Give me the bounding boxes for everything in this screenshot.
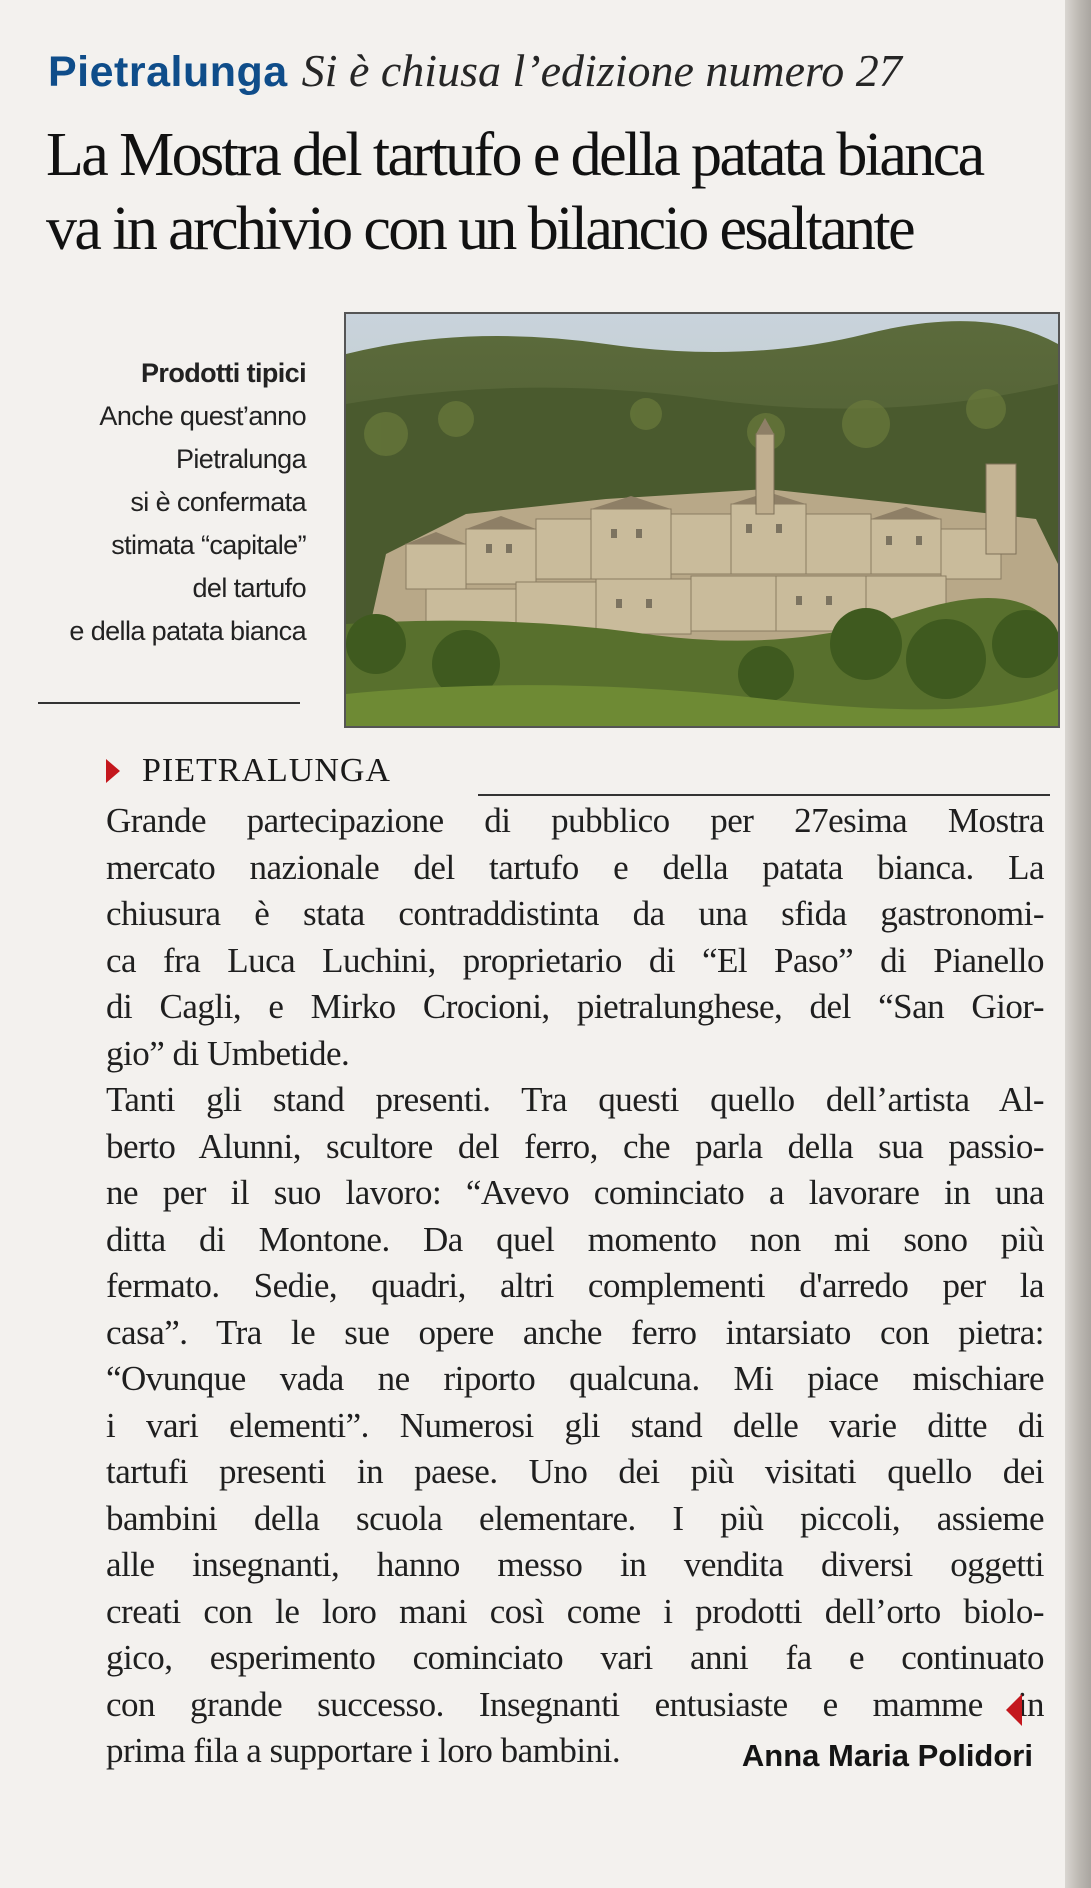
dateline [106, 750, 1050, 798]
body-line: ne per il suo lavoro: “Avevo cominciato a lavorare in una [106, 1173, 1044, 1212]
body-line: ditta di Montone. Da quel momento non mi sono più [106, 1219, 1044, 1259]
caption-rule [38, 702, 300, 704]
dateline-arrow-icon [106, 759, 120, 783]
body-line: “Ovunque vada ne riporto qualcuna. Mi piace mischiare [106, 1359, 1044, 1398]
caption-line: e della patata bianca [69, 616, 306, 646]
article-body [106, 798, 1044, 1775]
body-line: i vari elementi”. Numerosi gli stand delle varie ditte di [106, 1405, 1044, 1445]
body-line: casa”. Tra le sue opere anche ferro intarsiato con pietra: [106, 1312, 1044, 1352]
caption-line: Anche quest’anno [99, 401, 306, 431]
kicker-place: Pietralunga [48, 48, 288, 96]
caption-line: del tartufo [192, 573, 306, 603]
body-line: prima fila a supportare i loro bambini. [106, 1731, 621, 1770]
body-line: mercato nazionale del tartufo e della patata bianca. La [106, 847, 1044, 887]
body-line: fermato. Sedie, quadri, altri complementi d'arredo per la [106, 1266, 1044, 1305]
caption-line: si è confermata [130, 487, 306, 517]
body-line: alle insegnanti, hanno messo in vendita diversi oggetti [106, 1545, 1044, 1584]
town-photo [344, 312, 1060, 728]
body-line: gico, esperimento cominciato vari anni fa e continuato [106, 1638, 1044, 1677]
page-edge [1065, 0, 1091, 1888]
headline-line-1: La Mostra del tartufo e della patata bianca [46, 121, 983, 189]
photo-caption [20, 352, 306, 653]
headline [46, 118, 1076, 266]
kicker [48, 44, 1058, 97]
body-line: Grande partecipazione di pubblico per 27esima Mostra [106, 801, 1044, 840]
body-line: Tanti gli stand presenti. Tra questi quello dell’artista Al- [106, 1080, 1044, 1119]
body-line: creati con le loro mani così come i prodotti dell’orto biolo- [106, 1591, 1044, 1631]
body-line: berto Alunni, scultore del ferro, che parla della sua passio- [106, 1126, 1044, 1166]
headline-line-2: va in archivio con un bilancio esaltante [46, 195, 913, 263]
body-line: con grande successo. Insegnanti entusiaste e mamme in [106, 1684, 1044, 1724]
body-line: chiusura è stata contraddistinta da una sfida gastronomi- [106, 894, 1044, 933]
caption-line: stimata “capitale” [111, 530, 306, 560]
body-line: di Cagli, e Mirko Crocioni, pietralunghese, del “San Gior- [106, 987, 1044, 1026]
kicker-subtitle: Si è chiusa l’edizione numero 27 [301, 45, 902, 96]
dateline-text: PIETRALUNGA [142, 752, 391, 789]
body-line: gio” di Umbetide. [106, 1033, 350, 1073]
caption-line: Pietralunga [176, 444, 306, 474]
caption-title: Prodotti tipici [141, 358, 306, 388]
dateline-rule [478, 794, 1050, 796]
end-marker-icon [1006, 1694, 1022, 1726]
body-line: ca fra Luca Luchini, proprietario di “El Paso” di Pianello [106, 940, 1044, 980]
body-line: tartufi presenti in paese. Uno dei più visitati quello dei [106, 1452, 1044, 1491]
byline: Anna Maria Polidori [741, 1738, 1033, 1773]
body-line: bambini della scuola elementare. I più piccoli, assieme [106, 1498, 1044, 1538]
